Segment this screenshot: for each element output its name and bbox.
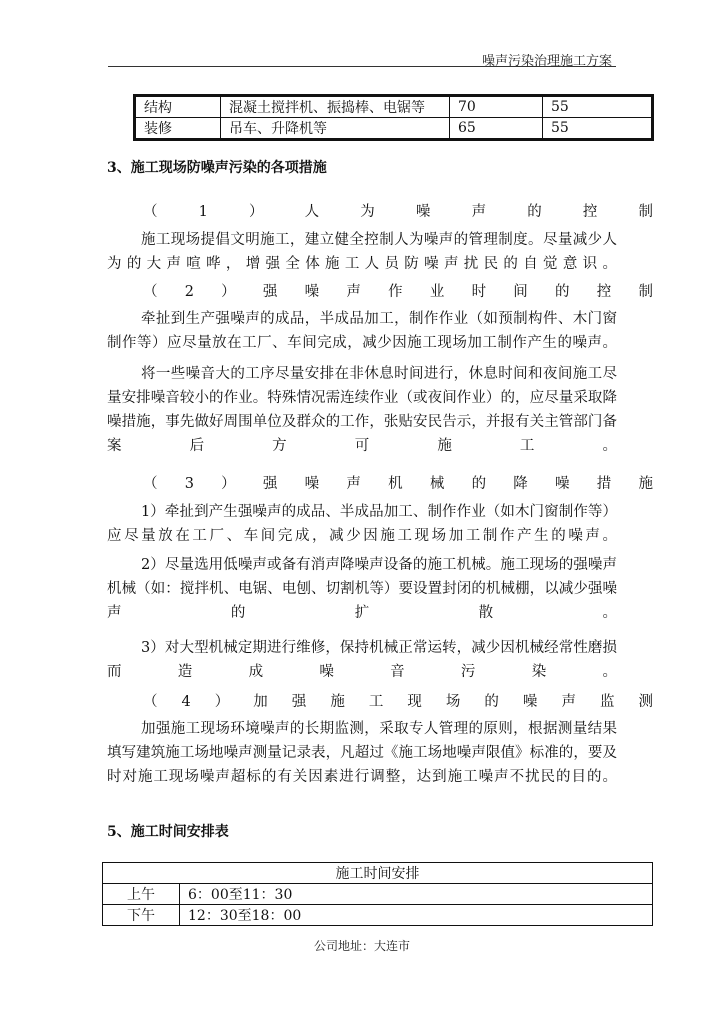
table-cell: 结构 [135, 96, 221, 118]
table-cell: 6：00至11：30 [180, 884, 653, 905]
paragraph: 将一些噪音大的工序尽量安排在非休息时间进行，休息时间和夜间施工尽量安排噪音较小的作业。特殊情况需连续作业（或夜间作业）的，应尽量采取降噪措施，事先做好周围单位及群众的工作，张贴安民告示，并报有关主管部门备案后方可施工。 [107, 366, 617, 454]
table-row [103, 905, 653, 926]
schedule-table-title: 施工时间安排 [103, 863, 653, 884]
subsection-1-title: （1）人为噪声的控制 [143, 204, 653, 220]
table-cell: 上午 [103, 884, 180, 905]
paragraph: 施工现场提倡文明施工，建立健全控制人为噪声的管理制度。尽量减少人为的大声喧哗，增强全体施工人员防噪声扰民的自觉意识。 [107, 232, 617, 272]
table-cell: 12：30至18：00 [180, 905, 653, 926]
schedule-table [102, 862, 653, 926]
table-row [135, 96, 653, 118]
section-5-heading: 5、施工时间安排表 [107, 824, 229, 840]
table-row [135, 118, 653, 140]
table-cell: 65 [450, 118, 543, 140]
list-item: 1）牵扯到产生强噪声的成品、半成品加工、制作作业（如木门窗制作等）应尽量放在工厂、车间完成，减少因施工现场加工制作产生的噪声。 [107, 504, 617, 544]
table-cell: 55 [543, 118, 653, 140]
table-cell: 55 [543, 96, 653, 118]
subsection-2-title: （2）强噪声作业时间的控制 [143, 284, 653, 300]
subsection-4-title: （4）加强施工现场的噪声监测 [143, 694, 653, 710]
paragraph: 加强施工现场环境噪声的长期监测，采取专人管理的原则，根据测量结果填写建筑施工场地噪声测量记录表，凡超过《施工场地噪声限值》标准的，要及时对施工现场噪声超标的有关因素进行调整，达到施工噪声不扰民的目的。 [107, 721, 617, 785]
section-3-heading: 3、施工现场防噪声污染的各项措施 [107, 160, 327, 176]
table-cell: 混凝土搅拌机、振捣棒、电锯等 [221, 96, 450, 118]
paragraph: 牵扯到生产强噪声的成品，半成品加工，制作作业（如预制构件、木门窗制作等）应尽量放在工厂、车间完成，减少因施工现场加工制作产生的噪声。 [107, 311, 617, 351]
noise-limit-table [133, 94, 654, 141]
list-item: 3）对大型机械定期进行维修，保持机械正常运转，减少因机械经常性磨损而造成噪音污染。 [107, 640, 617, 680]
header-divider [108, 66, 616, 67]
list-item: 2）尽量选用低噪声或备有消声降噪声设备的施工机械。施工现场的强噪声机械（如：搅拌机、电锯、电刨、切割机等）要设置封闭的机械棚，以减少强噪声的扩散。 [107, 557, 617, 621]
table-cell: 70 [450, 96, 543, 118]
table-row [103, 863, 653, 884]
table-cell: 下午 [103, 905, 180, 926]
page-footer-address: 公司地址：大连市 [313, 939, 410, 953]
page-header-title: 噪声污染治理施工方案 [481, 54, 612, 69]
subsection-3-title: （3）强噪声机械的降噪措施 [143, 476, 653, 492]
table-row [103, 884, 653, 905]
table-cell: 吊车、升降机等 [221, 118, 450, 140]
table-cell: 装修 [135, 118, 221, 140]
